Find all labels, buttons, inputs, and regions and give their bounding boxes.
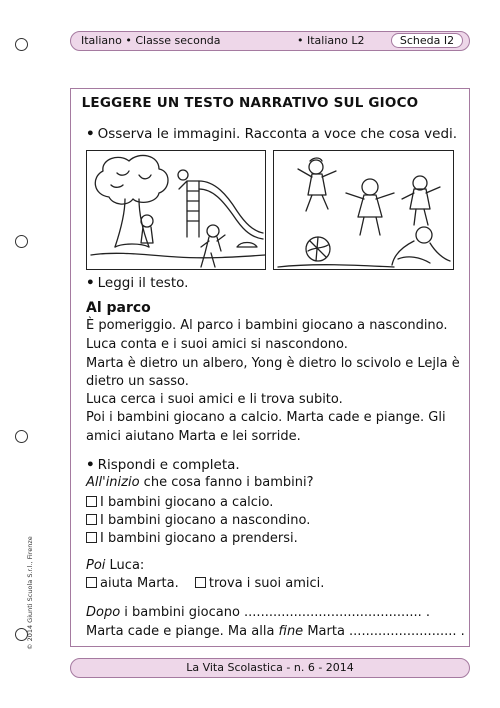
answer-option[interactable]: I bambini giocano a calcio.	[86, 495, 273, 510]
question-3-line-2[interactable]: Marta cade e piange. Ma alla fine Marta .......................... .	[86, 624, 465, 639]
answer-option[interactable]: I bambini giocano a prendersi.	[86, 531, 298, 546]
question-1: All'inizio che cosa fanno i bambini?	[86, 475, 314, 490]
header-subject: Italiano • Classe seconda	[81, 34, 221, 47]
question-2: Poi Luca:	[86, 558, 145, 573]
binder-hole-lower	[15, 430, 28, 443]
binder-hole-middle	[15, 235, 28, 248]
bullet-icon: •	[86, 275, 95, 291]
checkbox[interactable]	[195, 577, 206, 588]
instruction-read: • Leggi il testo.	[86, 275, 189, 291]
binder-hole-top	[15, 38, 28, 51]
checkbox[interactable]	[86, 514, 97, 525]
footer-publication: La Vita Scolastica - n. 6 - 2014	[186, 661, 354, 674]
answer-option[interactable]: I bambini giocano a nascondino.	[86, 513, 310, 528]
question-3-line-1[interactable]: Dopo i bambini giocano ........................................... .	[86, 605, 430, 620]
page-title: LEGGERE UN TESTO NARRATIVO SUL GIOCO	[81, 95, 419, 111]
illustration-children-football	[273, 150, 454, 270]
checkbox[interactable]	[86, 496, 97, 507]
question-2-options	[86, 576, 324, 591]
answer-option[interactable]: trova i suoi amici.	[195, 576, 325, 591]
instruction-observe: • Osserva le immagini. Racconta a voce che cosa vedi.	[86, 126, 458, 142]
slide-chute	[199, 181, 263, 233]
illustration-park-hide-and-seek	[86, 150, 266, 270]
answer-option[interactable]: aiuta Marta.	[86, 576, 179, 591]
story-line: Luca cerca i suoi amici e li trova subito.	[86, 392, 343, 407]
checkbox[interactable]	[86, 577, 97, 588]
park-drawing	[87, 151, 266, 270]
header-bar	[70, 31, 470, 51]
slide-ladder	[179, 181, 199, 237]
story-line: Marta è dietro un albero, Yong è dietro lo scivolo e Lejla è	[86, 356, 460, 371]
copyright-notice: © 2014 Giunti Scuola S.r.l., Firenze	[26, 536, 34, 650]
checkbox[interactable]	[86, 532, 97, 543]
football-drawing	[274, 151, 454, 270]
story-line: È pomeriggio. Al parco i bambini giocano a nascondino.	[86, 318, 448, 333]
bullet-icon: •	[86, 126, 95, 142]
header-course: • Italiano L2	[297, 34, 365, 47]
tree-trunk	[115, 199, 149, 247]
story-title: Al parco	[86, 300, 151, 316]
story-line: Poi i bambini giocano a calcio. Marta cade e piange. Gli	[86, 410, 446, 425]
story-line: dietro un sasso.	[86, 374, 189, 389]
footer-bar	[70, 658, 470, 678]
header-sheet-label: Scheda I2	[391, 33, 463, 48]
bullet-icon: •	[86, 457, 95, 473]
tree-canopy	[95, 155, 168, 204]
story-line: amici aiutano Marta e lei sorride.	[86, 429, 301, 444]
story-line: Luca conta e i suoi amici si nascondono.	[86, 337, 348, 352]
instruction-answer: • Rispondi e completa.	[86, 457, 240, 473]
